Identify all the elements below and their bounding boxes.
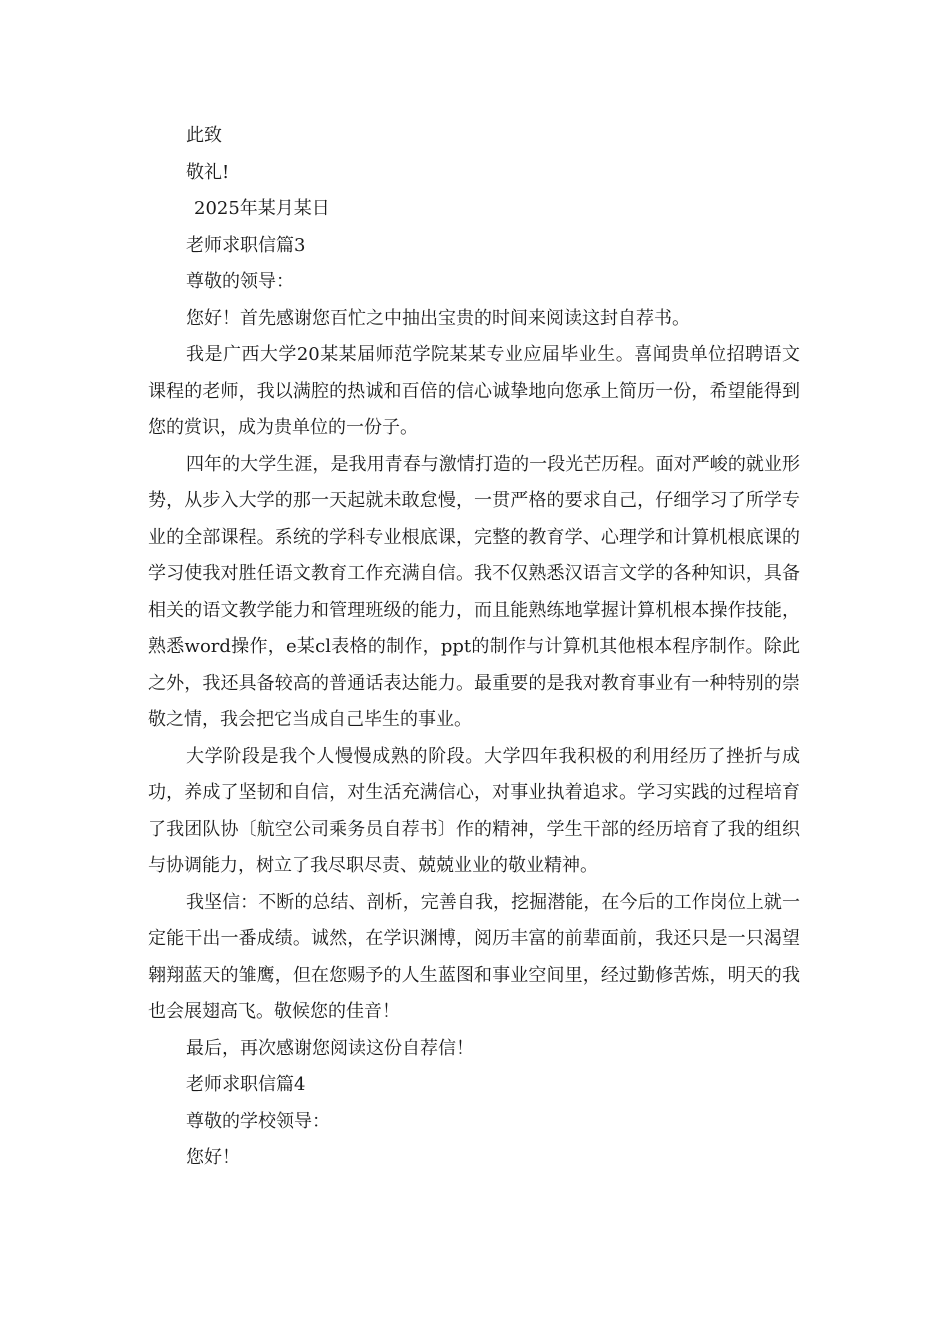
salutation-4: 尊敬的学校领导：	[186, 1110, 330, 1132]
greeting-3: 您好！首先感谢您百忙之中抽出宝贵的时间来阅读这封自荐书。	[186, 307, 690, 329]
greeting-4: 您好！	[186, 1147, 240, 1168]
salutation-3: 尊敬的领导：	[186, 271, 294, 292]
closing-line-2: 敬礼!	[186, 161, 230, 183]
letter-body	[148, 118, 800, 1177]
thanks-line: 最后，再次感谢您阅读这份自荐信！	[186, 1037, 474, 1059]
paragraph-growth: 大学阶段是我个人慢慢成熟的阶段。大学四年我积极的利用经历了挫折与成功，养成了坚韧和自信，对生活充满信心，对事业执着追求。学习实践的过程培育了我团队协〔航空公司乘务员自荐书〕作的精神，学生干部的经历培育了我的组织与协调能力，树立了我尽职尽责、兢兢业业的敬业精神。	[148, 745, 800, 876]
paragraph-belief: 我坚信：不断的总结、剖析，完善自我，挖掘潜能，在今后的工作岗位上就一定能干出一番成绩。诚然，在学识渊博，阅历丰富的前辈面前，我还只是一只渴望翱翔蓝天的雏鹰，但在您赐予的人生蓝图和事业空间里，经过勤修苦炼，明天的我也会展翅高飞。敬候您的佳音！	[148, 891, 800, 1022]
letter-date: 2025年某月某日	[194, 198, 330, 219]
paragraph-study: 四年的大学生涯，是我用青春与激情打造的一段光芒历程。面对严峻的就业形势，从步入大学的那一天起就未敢怠慢，一贯严格的要求自己，仔细学习了所学专业的全部课程。系统的学科专业根底课，完整的教育学、心理学和计算机根底课的学习使我对胜任语文教育工作充满自信。我不仅熟悉汉语言文学的各种知识，具备相关的语文教学能力和管理班级的能力，而且能熟练地掌握计算机根本操作技能，熟悉word操作，e某cl表格的制作，ppt的制作与计算机其他根本程序制作。除此之外，我还具备较高的普通话表达能力。最重要的是我对教育事业有一种特别的崇敬之情，我会把它当成自己毕生的事业。	[148, 453, 800, 730]
section-heading-3: 老师求职信篇3	[186, 234, 306, 256]
section-heading-4: 老师求职信篇4	[186, 1074, 306, 1095]
closing-line-1: 此致	[186, 125, 222, 146]
paragraph-intro: 我是广西大学20某某届师范学院某某专业应届毕业生。喜闻贵单位招聘语文课程的老师，我以满腔的热诚和百倍的信心诚挚地向您承上简历一份，希望能得到您的赏识，成为贵单位的一份子。	[148, 344, 800, 438]
